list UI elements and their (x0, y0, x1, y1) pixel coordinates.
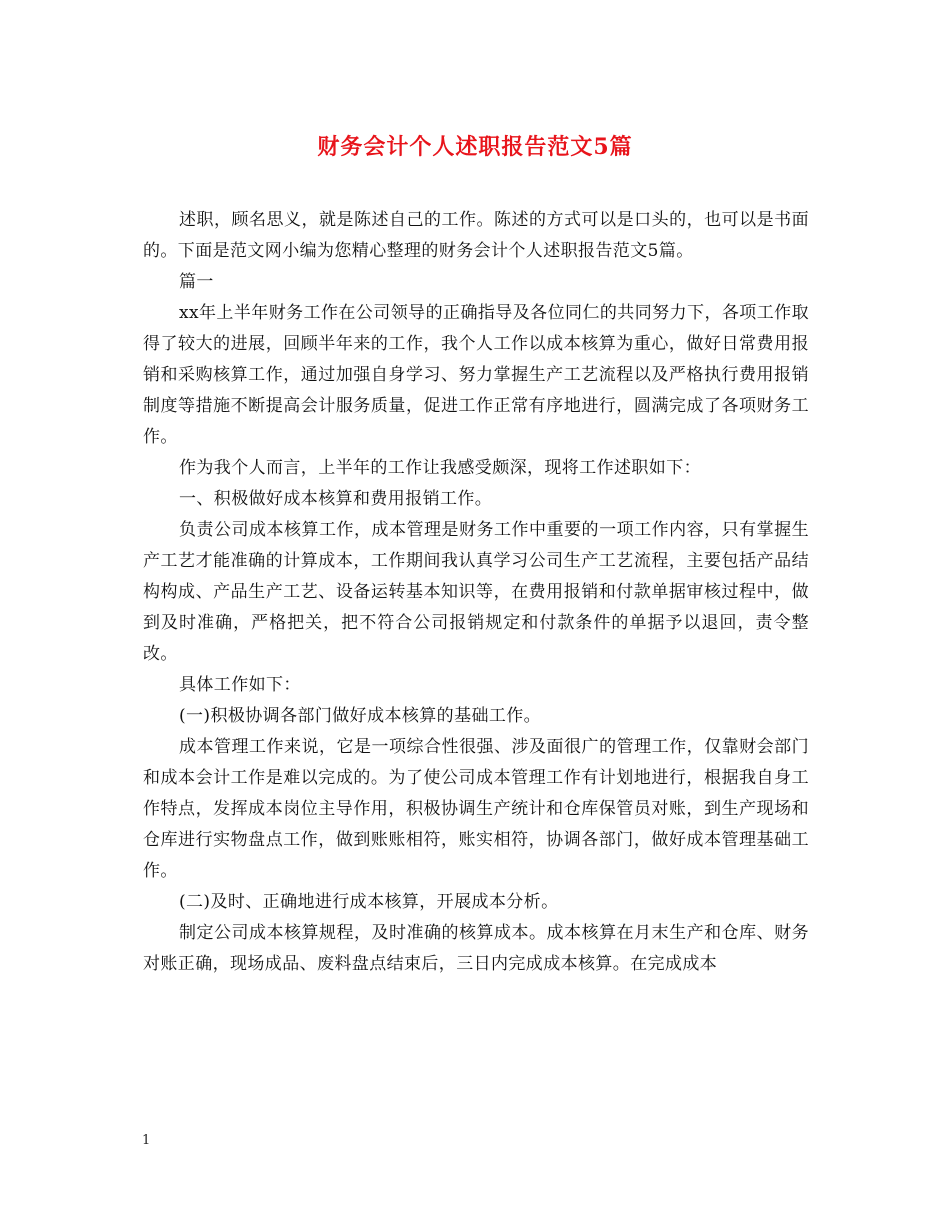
document-body (143, 205, 809, 980)
paragraph-subheading: (一)积极协调各部门做好成本核算的基础工作。 (179, 706, 542, 726)
paragraph: 作为我个人而言，上半年的工作让我感受颇深，现将工作述职如下： (179, 458, 701, 478)
paragraph: 负责公司成本核算工作，成本管理是财务工作中重要的一项工作内容，只有掌握生产工艺才能准确的计算成本，工作期间我认真学习公司生产工艺流程，主要包括产品结构构成、产品生产工艺、设备运转基本知识等，在费用报销和付款单据审核过程中，做到及时准确，严格把关，把不符合公司报销规定和付款条件的单据予以退回，责令整改。 (143, 520, 809, 664)
paragraph-intro: 述职，顾名思义，就是陈述自己的工作。陈述的方式可以是口头的，也可以是书面的。下面是范文网小编为您精心整理的财务会计个人述职报告范文5篇。 (143, 210, 809, 261)
paragraph-section-heading: 篇一 (179, 272, 214, 292)
document-title: 财务会计个人述职报告范文5篇 (317, 134, 633, 160)
paragraph: xx年上半年财务工作在公司领导的正确指导及各位同仁的共同努力下，各项工作取得了较大的进展，回顾半年来的工作，我个人工作以成本核算为重心，做好日常费用报销和采购核算工作，通过加强自身学习、努力掌握生产工艺流程以及严格执行费用报销制度等措施不断提高会计服务质量，促进工作正常有序地进行，圆满完成了各项财务工作。 (143, 303, 809, 447)
paragraph: 具体工作如下： (179, 675, 301, 695)
paragraph-subheading: (二)及时、正确地进行成本核算，开展成本分析。 (179, 892, 559, 912)
paragraph: 成本管理工作来说，它是一项综合性很强、涉及面很广的管理工作，仅靠财会部门和成本会计工作是难以完成的。为了使公司成本管理工作有计划地进行，根据我自身工作特点，发挥成本岗位主导作用，积极协调生产统计和仓库保管员对账，到生产现场和仓库进行实物盘点工作，做到账账相符，账实相符，协调各部门，做好成本管理基础工作。 (143, 737, 809, 881)
page-number: 1 (142, 1133, 151, 1148)
paragraph-heading: 一、积极做好成本核算和费用报销工作。 (179, 489, 493, 509)
paragraph: 制定公司成本核算规程，及时准确的核算成本。成本核算在月末生产和仓库、财务对账正确，现场成品、废料盘点结束后，三日内完成成本核算。在完成成本 (143, 923, 809, 974)
